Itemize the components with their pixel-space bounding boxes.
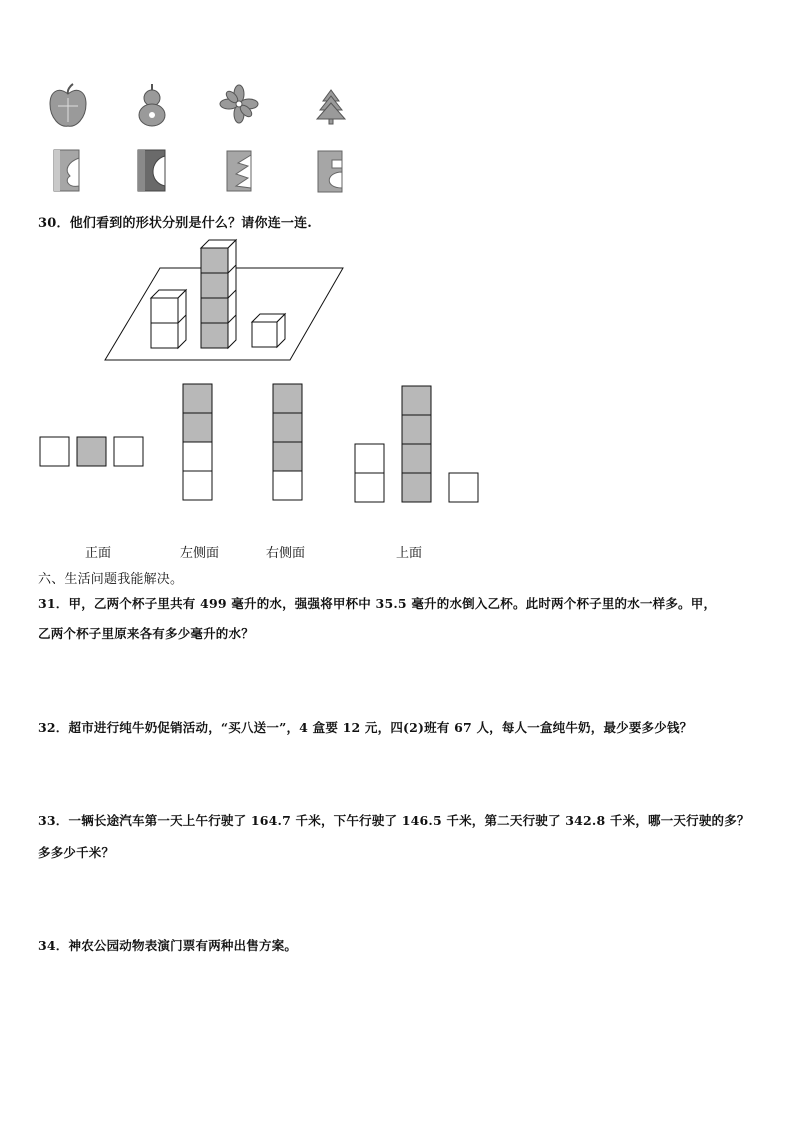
question-33-line-1: 33．一辆长途汽车第一天上午行驶了 164.7 千米，下午行驶了 146.5 千米，第二天行驶了 342.8 千米，哪一天行驶的多？ [38, 813, 750, 828]
question-31-line-1: 31．甲，乙两个杯子里共有 499 毫升的水，强强将甲杯中 35.5 毫升的水倒入乙杯。此时两个杯子里的水一样多。甲， [38, 596, 717, 611]
section-6-heading: 六、生活问题我能解决。 [38, 572, 184, 587]
view-option-2[interactable] [183, 384, 212, 500]
view-option-4[interactable] [355, 386, 478, 502]
label-left-view[interactable]: 左侧面 [180, 546, 220, 561]
view-option-1[interactable] [40, 437, 143, 466]
single-white-cube [252, 314, 285, 347]
label-right-view[interactable]: 右侧面 [266, 546, 306, 561]
question-33-line-2: 多多少千米？ [38, 845, 115, 860]
gray-cube-tower [201, 240, 236, 348]
view-option-3[interactable] [273, 384, 302, 500]
question-34: 34．神农公园动物表演门票有两种出售方案。 [38, 938, 298, 953]
white-cube-stack-left [151, 290, 186, 348]
cube-arrangement [0, 0, 794, 560]
label-top-view[interactable]: 上面 [396, 546, 423, 561]
question-30: 30．他们看到的形状分别是什么？请你连一连. [38, 216, 313, 231]
question-31-line-2: 乙两个杯子里原来各有多少毫升的水？ [38, 626, 254, 641]
label-front-view[interactable]: 正面 [85, 546, 112, 561]
question-32: 32．超市进行纯牛奶促销活动，“买八送一”，4 盒要 12 元，四(2)班有 67 人，每人一盒纯牛奶，最少要多少钱？ [38, 720, 693, 735]
